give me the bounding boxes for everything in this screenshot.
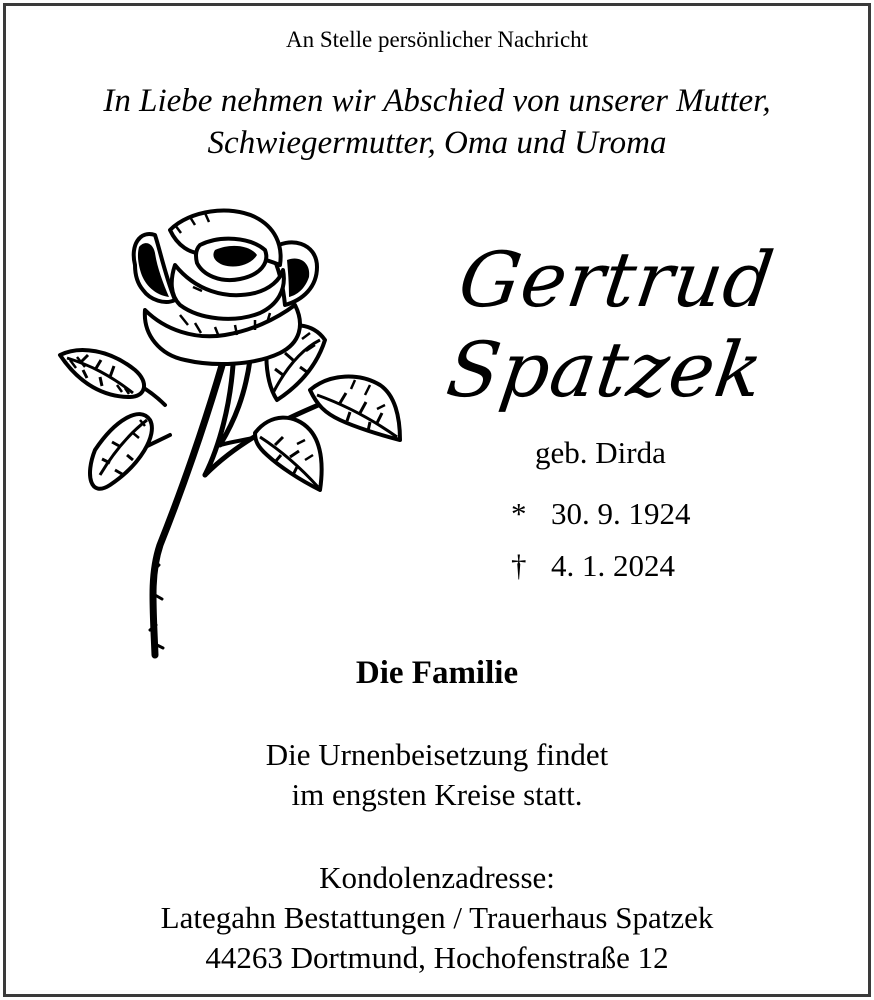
header-note: An Stelle persönlicher Nachricht	[285, 27, 589, 52]
burial-line-2: im engsten Kreise statt.	[291, 777, 583, 812]
death-date: 4. 1. 2024	[551, 548, 675, 583]
death-date-row	[511, 548, 675, 584]
burial-line-1: Die Urnenbeisetzung findet	[265, 737, 609, 772]
death-cross-icon: †	[511, 548, 527, 583]
last-name: Spatzek	[441, 325, 769, 414]
family-signature: Die Familie	[355, 655, 519, 691]
address-line-1: Lategahn Bestattungen / Trauerhaus Spatzek	[160, 900, 714, 935]
birth-date: 30. 9. 1924	[551, 496, 691, 531]
rose-icon	[55, 205, 405, 665]
birth-date-row	[511, 496, 691, 532]
birth-name: geb. Dirda	[535, 435, 666, 470]
intro-line-1: In Liebe nehmen wir Abschied von unserer Mutter,	[103, 83, 771, 119]
condolence-address	[0, 858, 874, 978]
address-label: Kondolenzadresse:	[319, 860, 555, 895]
burial-notice	[0, 735, 874, 815]
deceased-name	[440, 225, 780, 440]
rose-stem	[153, 355, 225, 655]
intro-text	[0, 80, 874, 164]
address-line-2: 44263 Dortmund, Hochofenstraße 12	[205, 940, 669, 975]
birth-star-icon: *	[511, 496, 527, 531]
intro-line-2: Schwiegermutter, Oma und Uroma	[207, 125, 667, 161]
first-name: Gertrud	[453, 235, 780, 324]
